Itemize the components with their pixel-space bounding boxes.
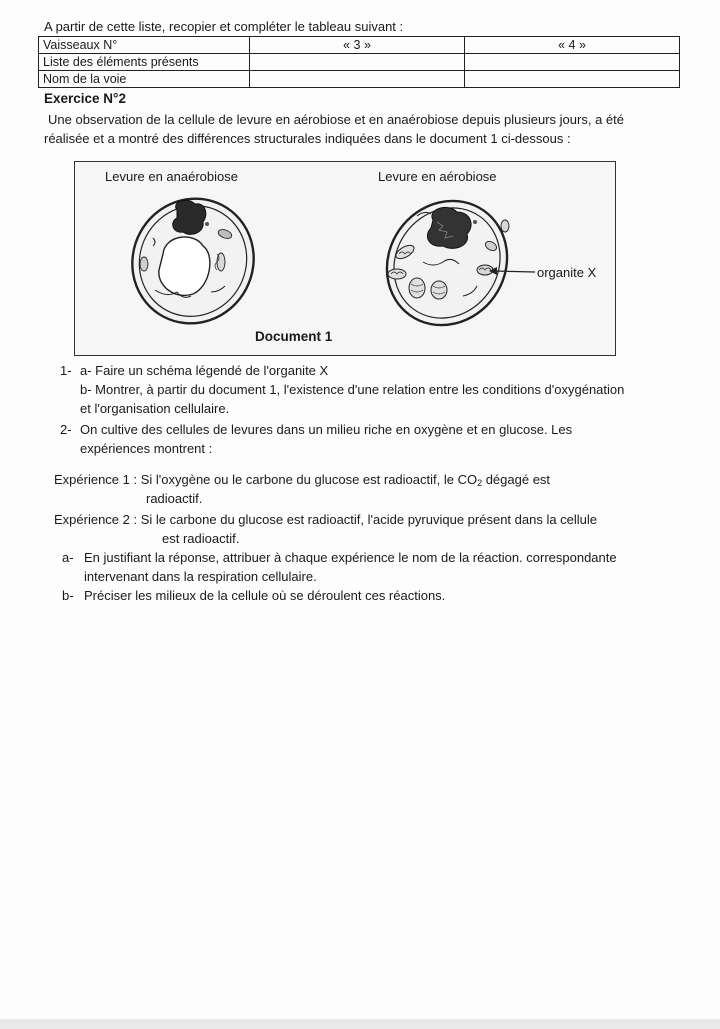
- page-bottom-edge: [0, 1019, 720, 1029]
- table-cell: [465, 71, 680, 88]
- question-2-line: On cultive des cellules de levures dans un milieu riche en oxygène et en glucose. Les: [80, 422, 573, 437]
- table-cell: Nom de la voie: [39, 71, 250, 88]
- subquestion-a-line: En justifiant la réponse, attribuer à chaque expérience le nom de la réaction. correspondante: [84, 550, 617, 565]
- experience-2-label: Expérience 2: [54, 512, 130, 527]
- paragraph-line: Une observation de la cellule de levure en aérobiose et en anaérobiose depuis plusieurs jours, a été: [48, 112, 624, 127]
- table-cell: Vaisseaux N°: [39, 37, 250, 54]
- table-cell: [465, 54, 680, 71]
- table-cell: « 4 »: [465, 37, 680, 54]
- experience-1-text-end: dégagé est: [482, 472, 551, 487]
- table-row: [39, 54, 680, 71]
- aerobic-label: Levure en aérobiose: [378, 169, 497, 184]
- table-row: [39, 37, 680, 54]
- table-cell: « 3 »: [250, 37, 465, 54]
- aerobic-yeast-cell: [363, 177, 535, 348]
- anaerobic-label: Levure en anaérobiose: [105, 169, 238, 184]
- table-row: [39, 71, 680, 88]
- figure-caption: Document 1: [255, 329, 333, 344]
- organite-x-label: organite X: [537, 265, 597, 280]
- question-1-number: 1-: [60, 363, 72, 378]
- co2-subscript: 2: [477, 478, 483, 488]
- paragraph-line: réalisée et a montré des différences structurales indiquées dans le document 1 ci-dessous :: [44, 131, 571, 146]
- experience-2-text: : Si le carbone du glucose est radioactif, l'acide pyruvique présent dans la cellule: [129, 512, 598, 527]
- question-1a: a- Faire un schéma légendé de l'organite X: [80, 363, 329, 378]
- table-cell: [250, 71, 465, 88]
- experience-1-text: : Si l'oxygène ou le carbone du glucose est radioactif, le CO: [129, 472, 478, 487]
- subquestion-a-line: intervenant dans la respiration cellulaire.: [84, 569, 317, 584]
- question-1b-line: b- Montrer, à partir du document 1, l'existence d'une relation entre les conditions d'oxygénation: [80, 382, 625, 397]
- anaerobic-yeast-cell: [110, 177, 275, 345]
- table-cell: [250, 54, 465, 71]
- subquestion-a-label: a-: [62, 550, 74, 565]
- experience-2-line: est radioactif.: [162, 531, 240, 546]
- intro-instruction: A partir de cette liste, recopier et compléter le tableau suivant :: [44, 19, 404, 34]
- question-1b-line: et l'organisation cellulaire.: [80, 401, 230, 416]
- comparison-table: [38, 36, 680, 88]
- experience-2-line: [54, 510, 597, 529]
- observation-paragraph: [44, 110, 694, 148]
- experience-1-label: Expérience 1: [54, 472, 130, 487]
- subquestion-b-line: Préciser les milieux de la cellule où se déroulent ces réactions.: [84, 588, 446, 603]
- question-2-line: expériences montrent :: [80, 441, 213, 456]
- subquestion-b-label: b-: [62, 588, 74, 603]
- yeast-cells-illustration: [75, 162, 615, 355]
- table-cell: Liste des éléments présents: [39, 54, 250, 71]
- experience-1-line: radioactif.: [146, 491, 203, 506]
- document-1-figure: [74, 161, 616, 356]
- question-2-number: 2-: [60, 422, 72, 437]
- experience-1-line: [54, 470, 550, 493]
- exercise-title: Exercice N°2: [44, 91, 126, 106]
